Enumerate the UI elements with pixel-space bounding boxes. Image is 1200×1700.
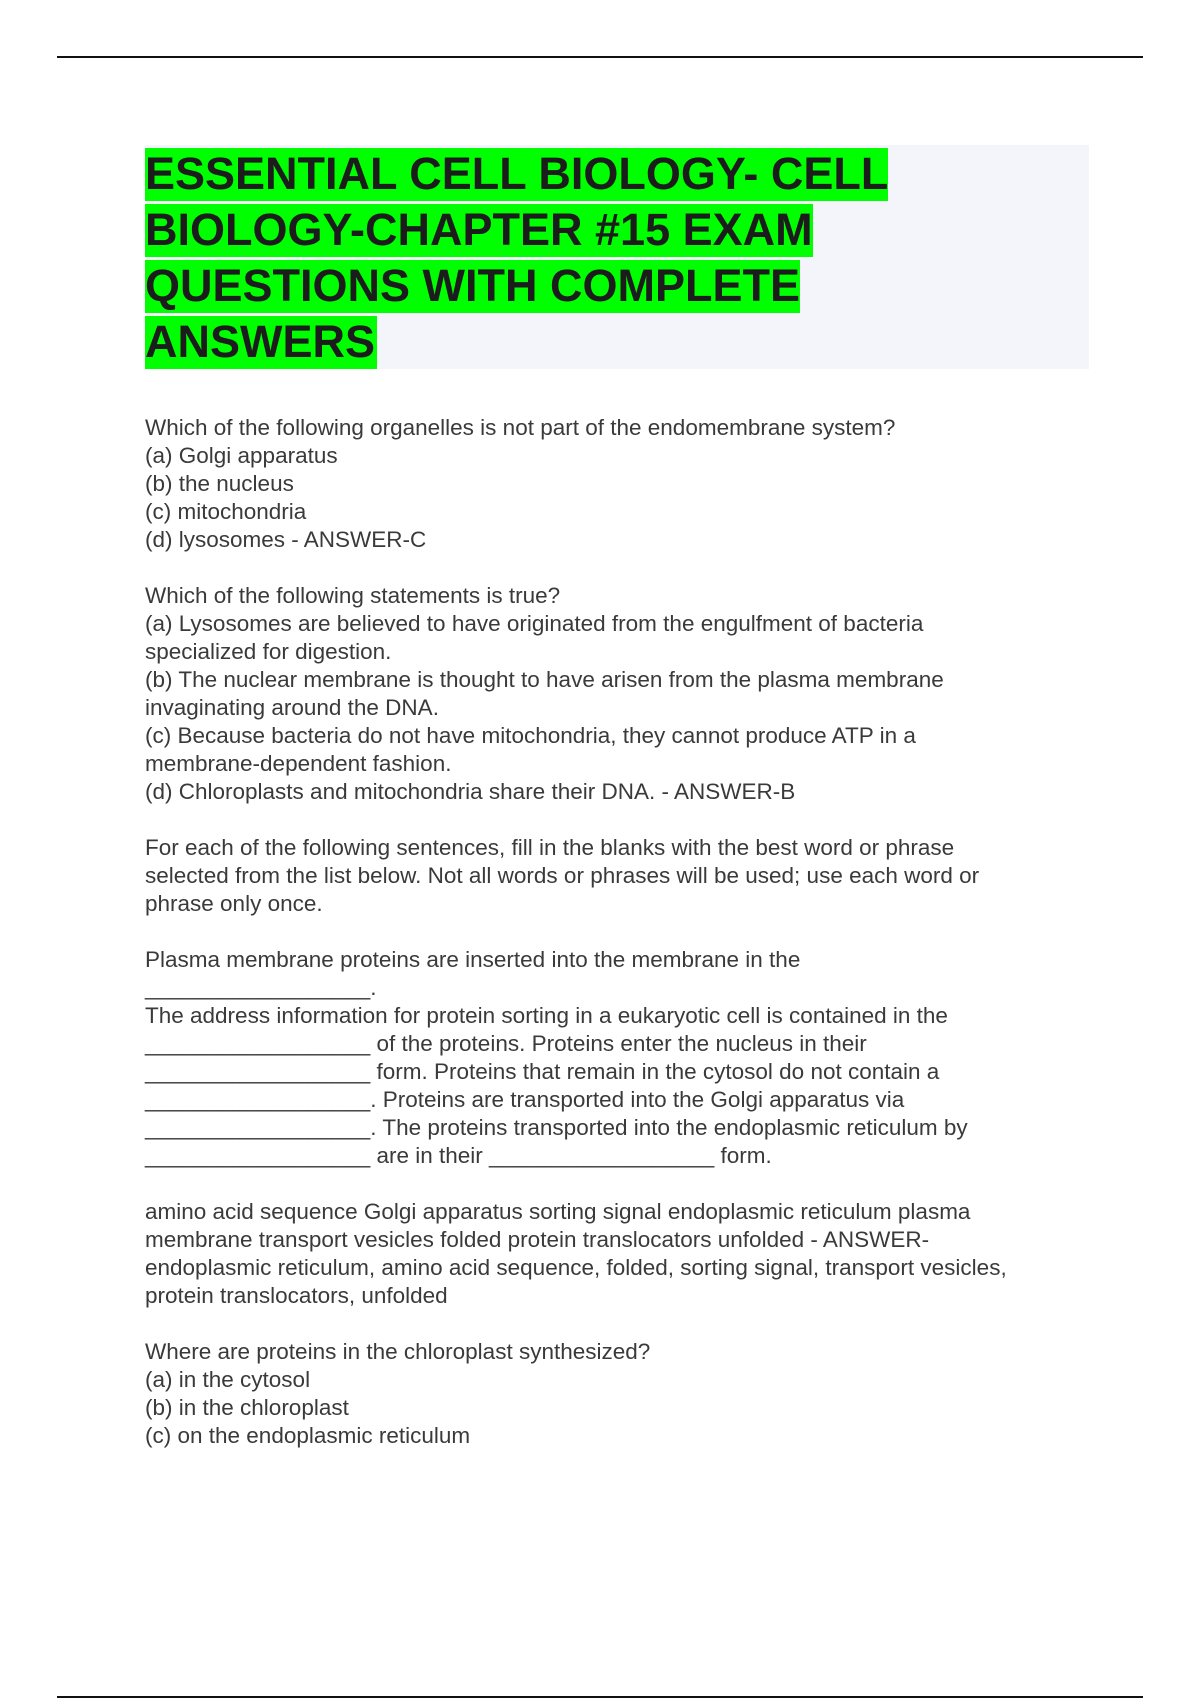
question-block-3 xyxy=(145,1338,1090,1450)
question-line: endoplasmic reticulum, amino acid sequence, folded, sorting signal, transport vesicles, xyxy=(145,1255,1007,1280)
question-line: amino acid sequence Golgi apparatus sorting signal endoplasmic reticulum plasma xyxy=(145,1199,971,1224)
question-line: Which of the following statements is true? xyxy=(145,583,561,608)
header-rule xyxy=(57,56,1143,58)
question-line: (b) The nuclear membrane is thought to have arisen from the plasma membrane xyxy=(145,667,944,692)
question-line: (a) Lysosomes are believed to have originated from the engulfment of bacteria xyxy=(145,611,924,636)
question-line: Which of the following organelles is not part of the endomembrane system? xyxy=(145,415,896,440)
question-line: membrane-dependent fashion. xyxy=(145,751,452,776)
question-line: (a) in the cytosol xyxy=(145,1367,311,1392)
question-line: The address information for protein sorting in a eukaryotic cell is contained in the xyxy=(145,1003,948,1028)
question-line: (b) the nucleus xyxy=(145,471,294,496)
instructions-block xyxy=(145,834,1090,918)
question-line: membrane transport vesicles folded protein translocators unfolded - ANSWER- xyxy=(145,1227,930,1252)
question-line: __________________. The proteins transported into the endoplasmic reticulum by xyxy=(145,1115,968,1140)
question-line: (b) in the chloroplast xyxy=(145,1395,349,1420)
question-line: protein translocators, unfolded xyxy=(145,1283,448,1308)
question-line: __________________ form. Proteins that remain in the cytosol do not contain a xyxy=(145,1059,940,1084)
question-line: __________________. xyxy=(145,975,377,1000)
fill-in-block xyxy=(145,946,1090,1170)
title-highlight: ESSENTIAL CELL BIOLOGY- CELL BIOLOGY-CHAPTER #15 EXAM QUESTIONS WITH COMPLETE ANSWERS xyxy=(145,148,889,367)
question-line: (a) Golgi apparatus xyxy=(145,443,338,468)
question-block-2 xyxy=(145,582,1090,806)
question-line: specialized for digestion. xyxy=(145,639,392,664)
question-line: invaginating around the DNA. xyxy=(145,695,439,720)
footer-rule xyxy=(57,1696,1143,1698)
question-line: phrase only once. xyxy=(145,891,323,916)
document-body xyxy=(145,414,1090,1478)
question-line: (c) mitochondria xyxy=(145,499,307,524)
question-line: For each of the following sentences, fill in the blanks with the best word or phrase xyxy=(145,835,955,860)
question-line: selected from the list below. Not all words or phrases will be used; use each word or xyxy=(145,863,980,888)
question-line: __________________. Proteins are transported into the Golgi apparatus via xyxy=(145,1087,905,1112)
question-line: Where are proteins in the chloroplast synthesized? xyxy=(145,1339,651,1364)
answer-block xyxy=(145,1198,1090,1310)
question-line: (c) Because bacteria do not have mitochondria, they cannot produce ATP in a xyxy=(145,723,916,748)
question-line: __________________ are in their __________________ form. xyxy=(145,1143,772,1168)
question-line: Plasma membrane proteins are inserted into the membrane in the xyxy=(145,947,801,972)
question-line: (d) Chloroplasts and mitochondria share their DNA. - ANSWER-B xyxy=(145,779,796,804)
question-line: (d) lysosomes - ANSWER-C xyxy=(145,527,427,552)
document-title xyxy=(145,146,945,370)
question-line: __________________ of the proteins. Proteins enter the nucleus in their xyxy=(145,1031,867,1056)
question-line: (c) on the endoplasmic reticulum xyxy=(145,1423,471,1448)
question-block-1 xyxy=(145,414,1090,554)
